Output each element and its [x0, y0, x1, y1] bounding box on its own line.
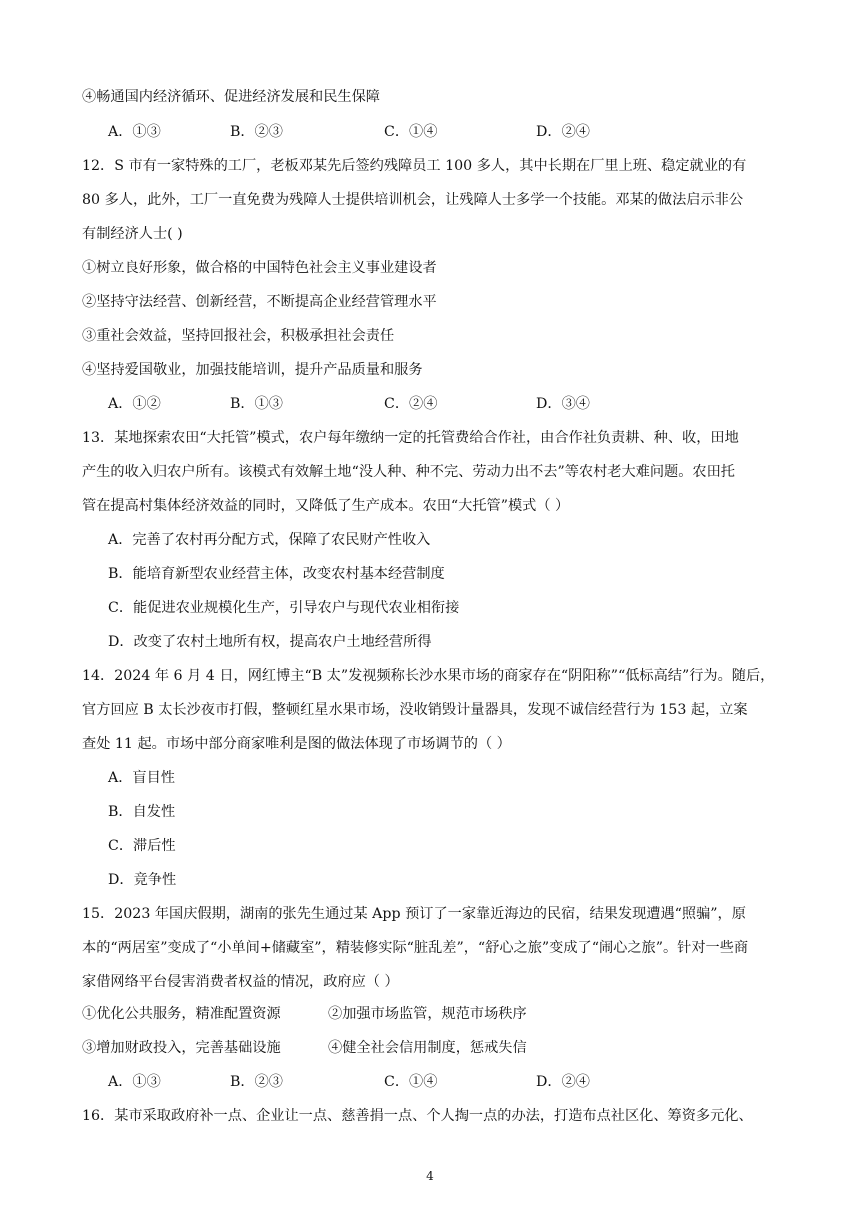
q14-option-d[interactable]: D．竞争性	[108, 872, 177, 888]
q15-stem-line-2: 本的“两居室”变成了“小单间+储藏室”，精装修实际“脏乱差”，“舒心之旅”变成了“闹心之旅”。针对一些商	[82, 940, 749, 956]
q12-option-c[interactable]: C．②④	[384, 396, 438, 412]
q12-statement-3: ③重社会效益，坚持回报社会，积极承担社会责任	[82, 328, 395, 344]
q13-option-c[interactable]: C．能促进农业规模化生产，引导农户与现代农业相衔接	[108, 600, 460, 616]
q13-option-d[interactable]: D．改变了农村土地所有权，提高农户土地经营所得	[108, 634, 432, 650]
q11-option-c[interactable]: C．①④	[384, 124, 438, 140]
q15-option-a[interactable]: A．①③	[108, 1074, 161, 1090]
q11-option-b[interactable]: B．②③	[230, 124, 283, 140]
q11-statement-4: ④畅通国内经济循环、促进经济发展和民生保障	[82, 89, 380, 105]
q15-statement-row-2	[82, 1038, 782, 1058]
q12-statement-4: ④坚持爱国敬业，加强技能培训，提升产品质量和服务	[82, 362, 423, 378]
q15-option-b[interactable]: B．②③	[230, 1074, 283, 1090]
q12-statement-2: ②坚持守法经营、创新经营，不断提高企业经营管理水平	[82, 294, 437, 310]
q13-stem-line-2: 产生的收入归农户所有。该模式有效解土地“没人种、种不完、劳动力出不去”等农村老大难问题。农田托	[82, 464, 735, 480]
q14-stem-line-3: 查处 11 起。市场中部分商家唯利是图的做法体现了市场调节的（ ）	[82, 736, 511, 752]
q13-stem-line-1: 13．某地探索农田“大托管”模式，农户每年缴纳一定的托管费给合作社，由合作社负责耕、种、收，田地	[82, 430, 739, 446]
q15-option-c[interactable]: C．①④	[384, 1074, 438, 1090]
q15-option-d[interactable]: D．②④	[536, 1074, 590, 1090]
q12-option-a[interactable]: A．①②	[108, 396, 161, 412]
q15-statement-1: ①优化公共服务，精准配置资源	[82, 1006, 281, 1022]
q12-option-d[interactable]: D．③④	[536, 396, 590, 412]
q13-option-a[interactable]: A．完善了农村再分配方式，保障了农民财产性收入	[108, 532, 431, 548]
q15-statement-row-1	[82, 1004, 782, 1024]
q14-option-a[interactable]: A．盲目性	[108, 770, 175, 786]
q15-stem-line-1: 15．2023 年国庆假期，湖南的张先生通过某 App 预订了一家靠近海边的民宿，结果发现遭遇“照骗”，原	[82, 906, 746, 922]
q12-stem-line-3: 有制经济人士( )	[82, 226, 183, 242]
q12-stem-line-2: 80 多人，此外，工厂一直免费为残障人士提供培训机会，让残障人士多学一个技能。邓某的做法启示非公	[82, 192, 744, 208]
q12-statement-1: ①树立良好形象，做合格的中国特色社会主义事业建设者	[82, 260, 437, 276]
q14-option-c[interactable]: C．滞后性	[108, 838, 176, 854]
q13-stem-line-3: 管在提高村集体经济效益的同时，又降低了生产成本。农田“大托管”模式（ ）	[82, 498, 570, 514]
q14-stem-line-1: 14．2024 年 6 月 4 日，网红博主“B 太”发视频称长沙水果市场的商家存在“阴阳称”“低标高结”行为。随后，	[82, 668, 775, 684]
q15-statement-3: ③增加财政投入，完善基础设施	[82, 1040, 281, 1056]
q14-option-b[interactable]: B．自发性	[108, 804, 176, 820]
q15-statement-2: ②加强市场监管，规范市场秩序	[328, 1006, 527, 1022]
q12-stem-line-1: 12．S 市有一家特殊的工厂，老板邓某先后签约残障员工 100 多人，其中长期在厂里上班、稳定就业的有	[82, 158, 747, 174]
q11-option-a[interactable]: A．①③	[108, 124, 161, 140]
q15-stem-line-3: 家借网络平台侵害消费者权益的情况，政府应（ ）	[82, 974, 399, 990]
q16-stem-line-1: 16．某市采取政府补一点、企业让一点、慈善捐一点、个人掏一点的办法，打造布点社区化、筹资多元化、	[82, 1108, 753, 1124]
q14-stem-line-2: 官方回应 B 太长沙夜市打假，整顿红星水果市场，没收销毁计量器具，发现不诚信经营行为 153 起，立案	[82, 702, 748, 718]
q13-option-b[interactable]: B．能培育新型农业经营主体，改变农村基本经营制度	[108, 566, 445, 582]
q15-statement-4: ④健全社会信用制度，惩戒失信	[328, 1040, 527, 1056]
q11-option-d[interactable]: D．②④	[536, 124, 590, 140]
q12-option-b[interactable]: B．①③	[230, 396, 283, 412]
page-number: 4	[426, 1169, 434, 1183]
